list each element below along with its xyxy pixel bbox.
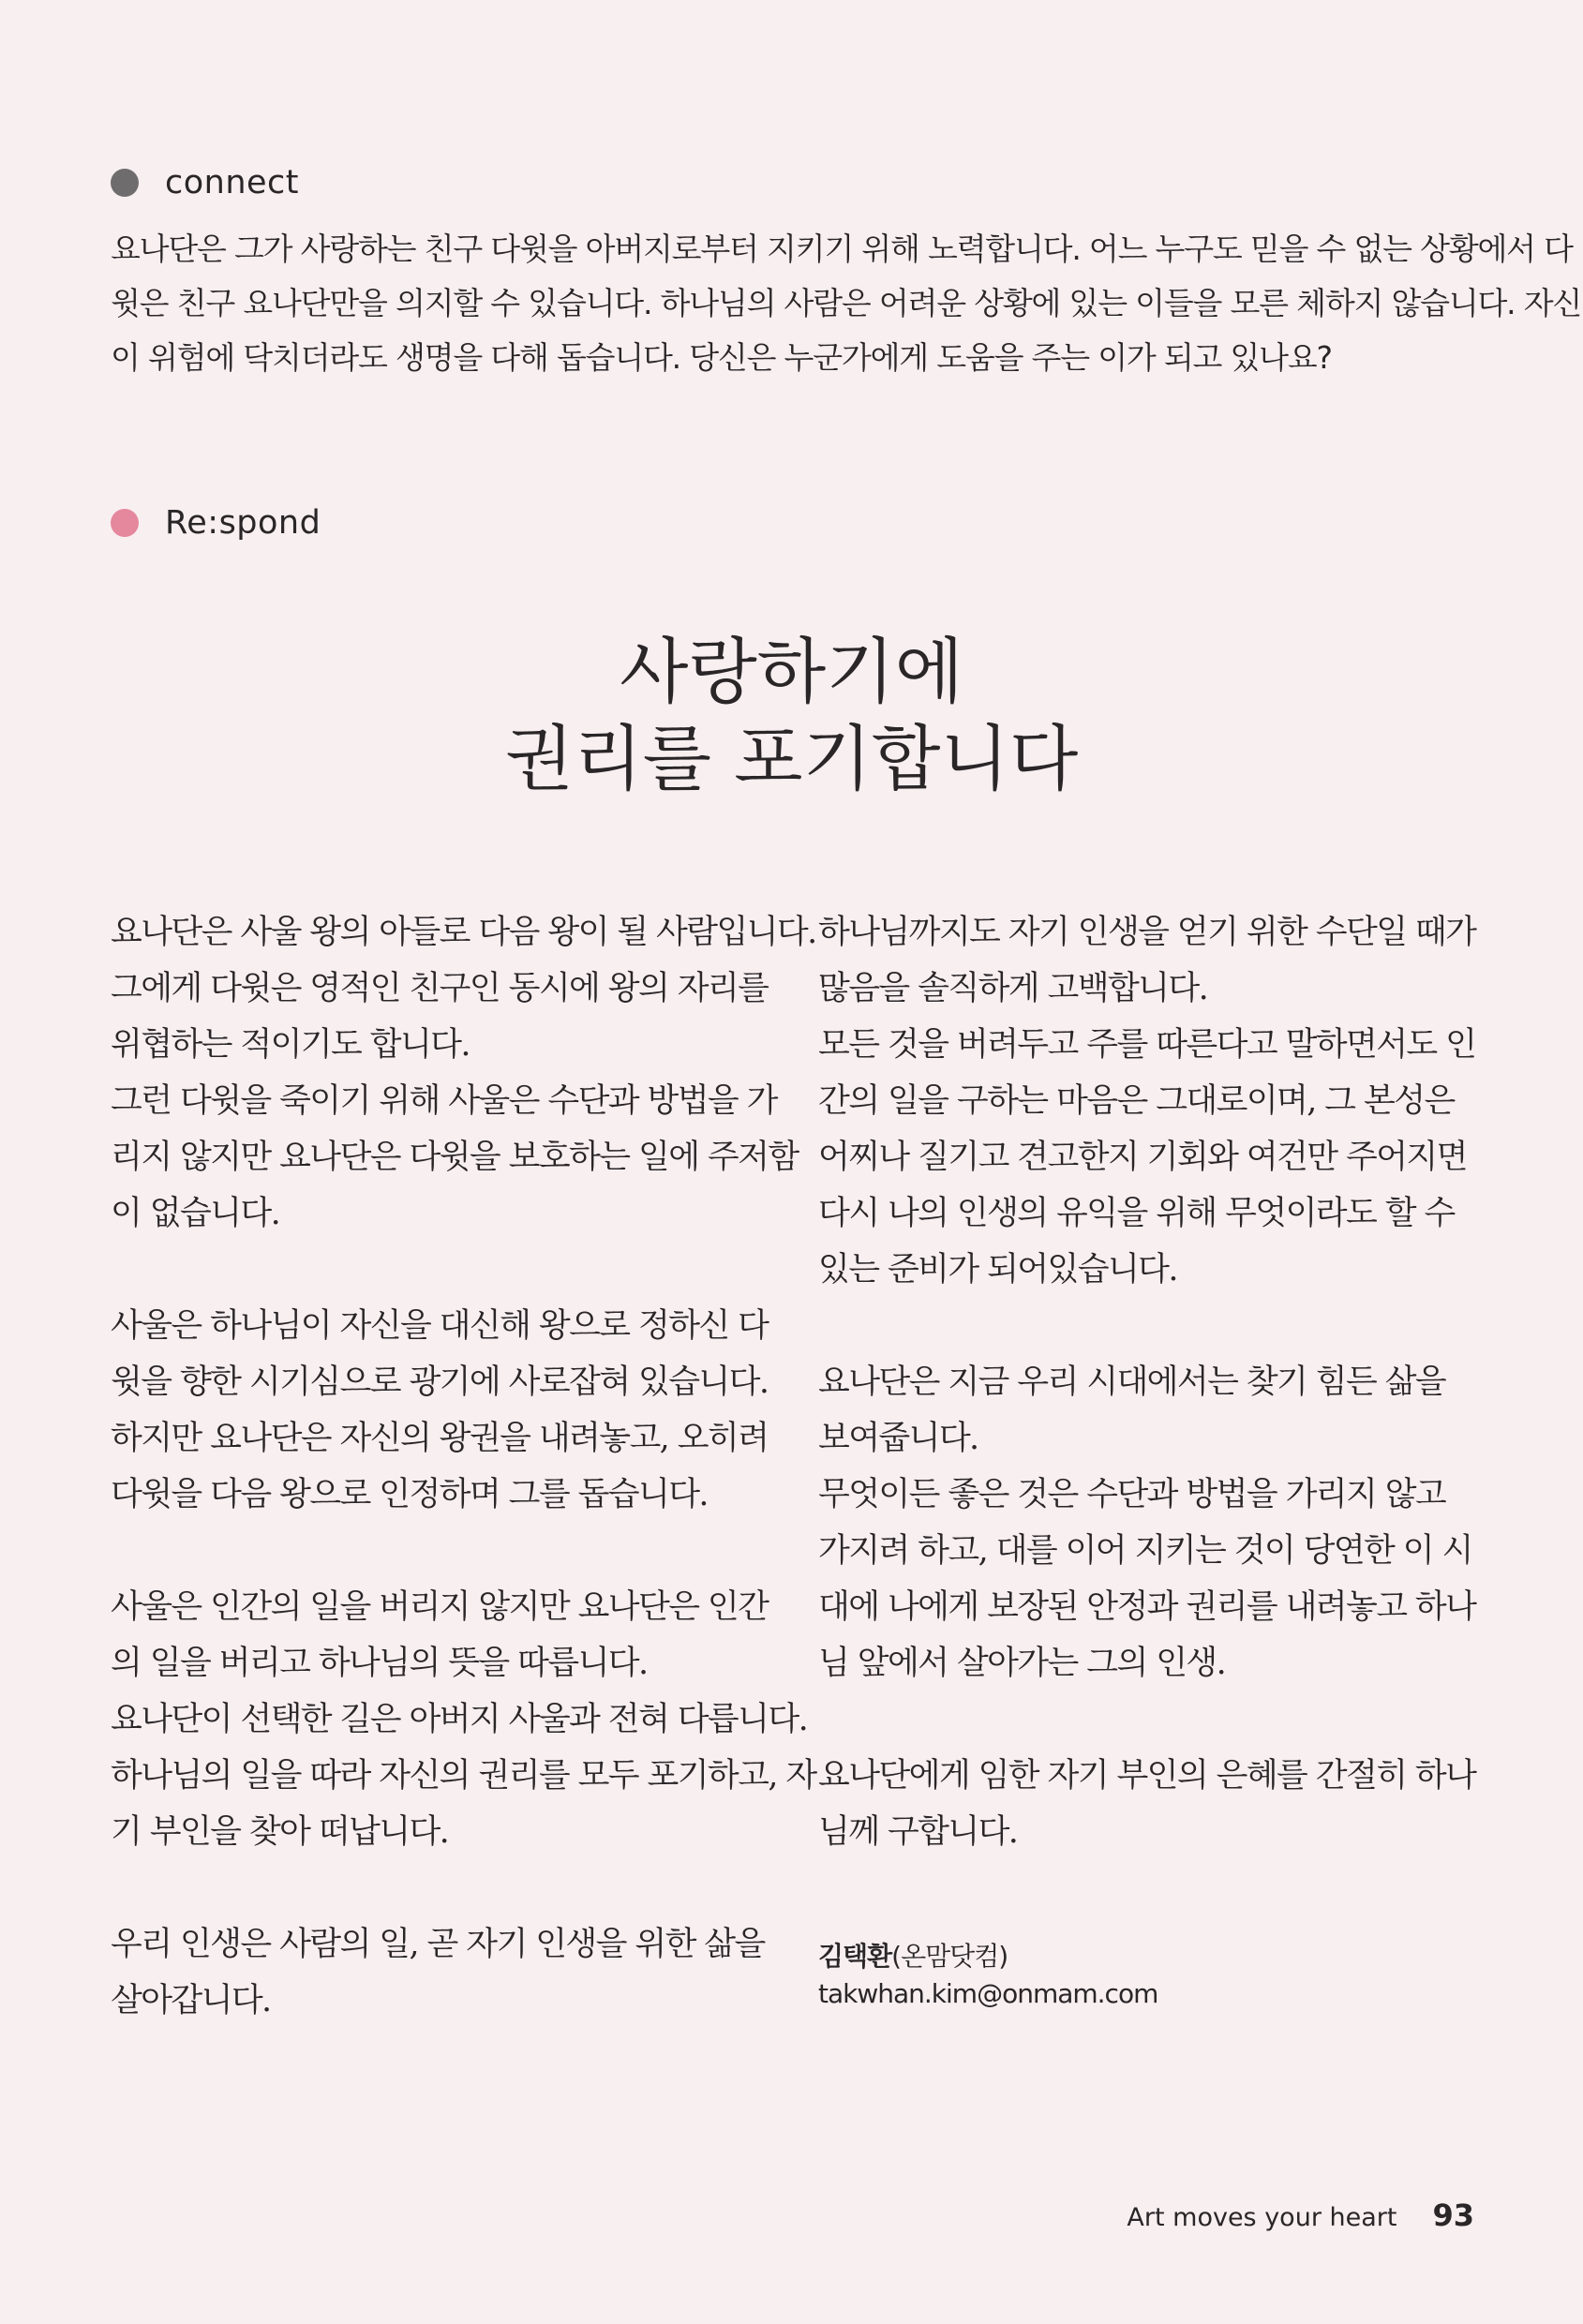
page-number: 93 — [1432, 2197, 1474, 2233]
body-line: 위협하는 적이기도 합니다. — [111, 1026, 470, 1064]
body-line: 살아갑니다. — [111, 1982, 271, 2019]
author-line — [818, 1938, 1157, 1975]
author-affiliation: (온맘닷컴) — [891, 1941, 1008, 1972]
title-line-2: 권리를 포기합니다 — [504, 717, 1079, 800]
body-line: 가지려 하고, 대를 이어 지키는 것이 당연한 이 시 — [818, 1532, 1472, 1570]
author-email: takwhan.kim@onmam.com — [818, 1978, 1158, 2009]
body-line: 보여줍니다. — [818, 1420, 978, 1457]
body-line: 의 일을 버리고 하나님의 뜻을 따릅니다. — [111, 1645, 648, 1682]
body-line: 이 없습니다. — [111, 1195, 280, 1232]
connect-section-header — [111, 164, 299, 201]
paragraph-gap — [818, 1691, 1502, 1748]
body-line: 하지만 요나단은 자신의 왕권을 내려놓고, 오히려 — [111, 1420, 769, 1457]
body-line: 그에게 다윗은 영적인 친구인 동시에 왕의 자리를 — [111, 970, 769, 1007]
body-line: 다윗을 다음 왕으로 인정하며 그를 돕습니다. — [111, 1476, 708, 1513]
body-line: 간의 일을 구하는 마음은 그대로이며, 그 본성은 — [818, 1082, 1455, 1120]
body-line: 있는 준비가 되어있습니다. — [818, 1251, 1177, 1289]
connect-line: 이 위험에 닥치더라도 생명을 다해 돕습니다. 당신은 누군가에게 도움을 주는 이가 되고 있나요? — [111, 339, 1332, 376]
body-line: 요나단이 선택한 길은 아버지 사울과 전혀 다릅니다. — [111, 1701, 808, 1738]
author-name: 김택환 — [818, 1941, 892, 1972]
footer-tagline: Art moves your heart — [1127, 2203, 1397, 2232]
body-line: 그런 다윗을 죽이기 위해 사울은 수단과 방법을 가 — [111, 1082, 777, 1120]
page-footer — [1127, 2197, 1474, 2233]
paragraph-gap — [111, 1242, 795, 1298]
title-line-1: 사랑하기에 — [619, 630, 964, 713]
body-line: 사울은 하나님이 자신을 대신해 왕으로 정하신 다 — [111, 1307, 769, 1345]
body-line: 우리 인생은 사람의 일, 곧 자기 인생을 위한 삶을 — [111, 1926, 765, 1963]
respond-bullet-dot — [111, 509, 139, 537]
body-line: 모든 것을 버려두고 주를 따른다고 말하면서도 인 — [818, 1026, 1476, 1064]
body-line: 요나단에게 임한 자기 부인의 은혜를 간절히 하나 — [818, 1757, 1476, 1795]
body-line: 대에 나에게 보장된 안정과 권리를 내려놓고 하나 — [818, 1588, 1476, 1626]
body-line: 기 부인을 찾아 떠납니다. — [111, 1813, 449, 1851]
author-credit — [818, 1938, 1157, 2013]
body-line: 어찌나 질기고 견고한지 기회와 여건만 주어지면 — [818, 1139, 1467, 1176]
paragraph-gap — [111, 1523, 795, 1579]
body-column-right — [818, 904, 1502, 1860]
body-line: 사울은 인간의 일을 버리지 않지만 요나단은 인간 — [111, 1588, 769, 1626]
body-line: 리지 않지만 요나단은 다윗을 보호하는 일에 주저함 — [111, 1139, 799, 1176]
paragraph-gap — [111, 1860, 795, 1916]
paragraph-gap — [818, 1298, 1502, 1354]
connect-line: 요나단은 그가 사랑하는 친구 다윗을 아버지로부터 지키기 위해 노력합니다. 어느 누구도 믿을 수 없는 상황에서 다 — [111, 231, 1573, 267]
connect-label: connect — [165, 164, 300, 201]
connect-paragraph — [111, 222, 1582, 385]
body-line: 님께 구합니다. — [818, 1813, 1018, 1851]
body-line: 하나님의 일을 따라 자신의 권리를 모두 포기하고, 자 — [111, 1757, 816, 1795]
body-line: 무엇이든 좋은 것은 수단과 방법을 가리지 않고 — [818, 1476, 1446, 1513]
body-line: 요나단은 지금 우리 시대에서는 찾기 힘든 삶을 — [818, 1363, 1446, 1401]
respond-label: Re:spond — [165, 504, 321, 542]
body-line: 하나님까지도 자기 인생을 얻기 위한 수단일 때가 — [818, 914, 1476, 951]
respond-section-header — [111, 504, 321, 542]
body-line: 님 앞에서 살아가는 그의 인생. — [818, 1645, 1226, 1682]
connect-line: 윗은 친구 요나단만을 의지할 수 있습니다. 하나님의 사람은 어려운 상황에 있는 이들을 모른 체하지 않습니다. 자신 — [111, 285, 1582, 321]
body-line: 많음을 솔직하게 고백합니다. — [818, 970, 1208, 1007]
connect-bullet-dot — [111, 169, 139, 197]
body-column-left — [111, 904, 816, 2029]
body-line: 윗을 향한 시기심으로 광기에 사로잡혀 있습니다. — [111, 1363, 769, 1401]
body-line: 요나단은 사울 왕의 아들로 다음 왕이 될 사람입니다. — [111, 914, 816, 951]
article-title — [0, 628, 1583, 802]
body-line: 다시 나의 인생의 유익을 위해 무엇이라도 할 수 — [818, 1195, 1455, 1232]
